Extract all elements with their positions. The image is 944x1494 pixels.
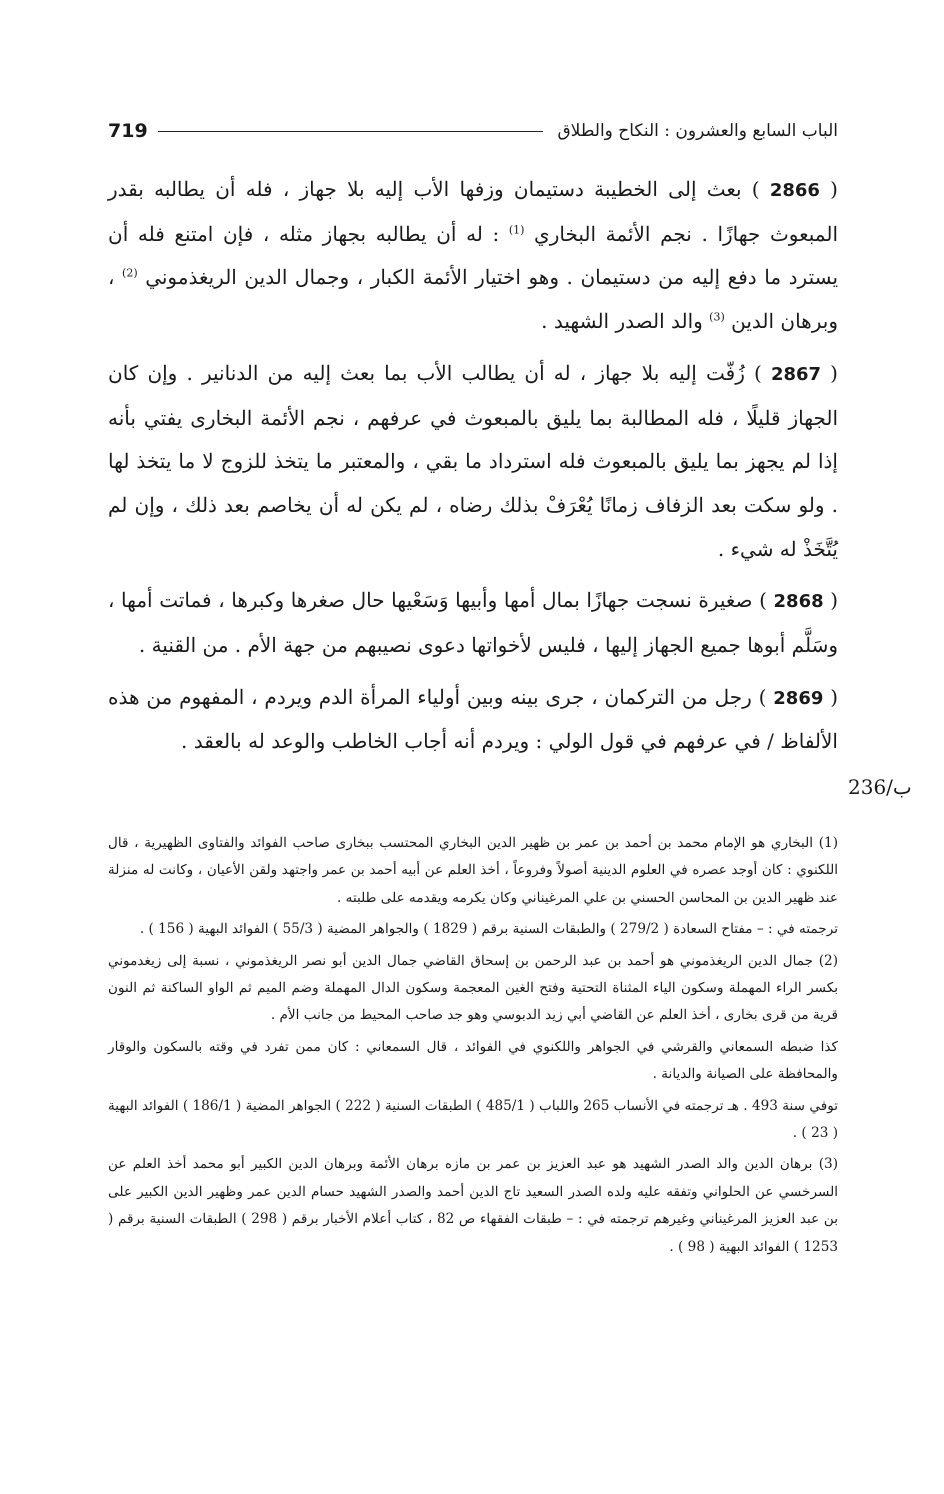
- entry-text: ) زُفّت إليه بلا جهاز ، له أن يطالب الأب بما بعث إليه من الدنانير . وإن كان الجهاز قليلًا ، فله المطالبة بما يليق بالمبعوث في عرفهم ، نجم الأئمة البخارى يفتي بأنه إذا لم يجهز بما يليق بالمبعوث فله استرداد ما بقي ، والمعتبر ما يتخذ للزوج لا ما يتخذ لها . ولو سكت بعد الزفاف زمانًا يُعْرَفْ بذلك رضاه ، لم يكن له أن يخاصم بعد ذلك ، وإن لم يُتَّخَذْ له شيء .: [108, 360, 838, 561]
- footnote: (1) البخاري هو الإمام محمد بن أحمد بن عمر بن ظهير الدين البخاري المحتسب ببخارى صاحب الفوائد والفتاوى الظهيرية ، قال اللكنوي : كان أوجد عصره في العلوم الدينية أصولاً وفروعاً ، أخذ العلم عن أبيه أحمد بن عمر واجتهد ولقن الأعيان ، وكانت له منزلة عند ظهير الدين بن المحاسن الحسني بن علي المرغيناني وكان يكرمه ويقدمه على طلبته .: [108, 835, 838, 906]
- entry-text: ) صغيرة نسجت جهازًا بمال أمها وأبيها وَسَعْيها حال صغرها وكبرها ، فماتت أمها ، وسَلَّم أبوها جميع الجهاز إليها ، فليس لأخواتها دعوى نصيبهم من جهة الأم . من القنية .: [108, 588, 838, 658]
- page-number: 719: [108, 120, 148, 142]
- entry-text: ، وبرهان الدين: [108, 265, 838, 334]
- entry-number: 2867: [770, 363, 822, 385]
- footnote: (2) جمال الدين الريغذموني هو أحمد بن عبد الرحمن بن إسحاق القاضي جمال الدين أبو نصر الريغذموني ، نسبة إلى زيغدموني بكسر الراء المهملة وسكون الياء المثناة التحتية وفتح الغين المعجمة وسكون الدال المهملة وضم الميم ثم الواو الساكنة ثم النون قرية من قرى بخارى ، أخذ العلم عن القاضي أبي زيد الدبوسي وهو جد صاحب المحيط من جانب الأم .: [108, 952, 838, 1024]
- footnote: ترجمته في : – مفتاح السعادة ( 279/2 ) والطبقات السنية برقم ( 1829 ) والجواهر المضية ( 55/3 ) الفوائد البهية ( 156 ) .: [139, 921, 838, 938]
- entry-text: : له أن يطالبه بجهاز مثله ، فإن امتنع فله أن يسترد ما دفع إليه من دستيمان . وهو اختيار الأئمة الكبار ، وجمال الدين الريغذموني: [108, 221, 839, 290]
- footnote-ref: (2): [122, 266, 138, 280]
- running-title: الباب السابع والعشرون : النكاح والطلاق: [557, 121, 838, 141]
- footnote: كذا ضبطه السمعاني والقرشي في الجواهر واللكنوي في الفوائد ، قال السمعاني : كان ممن تفرد في وقته بالسكون والوقار والمحافظة على الصيانة والديانة .: [108, 1038, 838, 1083]
- entry-number: 2868: [773, 591, 824, 613]
- header-rule: [158, 131, 544, 132]
- footnote-ref: (3): [709, 310, 725, 324]
- entry-2869: ( 2869 ) رجل من التركمان ، جرى بينه وبين أولياء المرأة الدم ويردم ، المفهوم من هذه الألفاظ / في عرفهم في قول الولي : ويردم أنه أجاب الخاطب والوعد له بالعقد .: [108, 684, 839, 754]
- entry-number: 2866: [769, 180, 820, 201]
- manuscript-folio-note: 236/ب: [848, 775, 912, 799]
- footnote: (3) برهان الدين والد الصدر الشهيد هو عبد العزيز بن عمر بن مازه برهان الأئمة وبرهان الدين الكبير أبو محمد أخذ العلم عن السرخسي عن الحلواني وتفقه عليه ولده الصدر السعيد تاج الدين أحمد والصدر الشهيد حسام الدين عمر وظهير الدين الكبير على بن عبد العزيز المرغيناني وغيرهم ترجمته في : – طبقات الفقهاء ص 82 ، كتاب أعلام الأخبار برقم ( 298 ) الطبقات السنية برقم ( 1253 ) الفوائد البهية ( 98 ) .: [108, 1156, 838, 1255]
- entry-2867: ( 2867 ) زُفّت إليه بلا جهاز ، له أن يطالب الأب بما بعث إليه من الدنانير . وإن كان الجهاز قليلًا ، فله المطالبة بما يليق بالمبعوث في عرفهم ، نجم الأئمة البخارى يفتي بأنه إذا لم يجهز بما يليق بالمبعوث فله استرداد ما بقي ، والمعتبر ما يتخذ للزوج لا ما يتخذ لها . ولو سكت بعد الزفاف زمانًا يُعْرَفْ بذلك رضاه ، لم يكن له أن يخاصم بعد ذلك ، وإن لم يُتَّخَذْ له شيء .: [108, 360, 838, 561]
- footnote: توفي سنة 493 . هـ ترجمته في الأنساب 265 واللباب ( 485/1 ) الطبقات السنية ( 222 ) الجواهر المضية ( 186/1 ) الفوائد البهية ( 23 ) .: [108, 1097, 839, 1142]
- footnotes: [108, 830, 838, 1265]
- footnote-ref: (1): [508, 223, 525, 237]
- entry-2868: ( 2868 ) صغيرة نسجت جهازًا بمال أمها وأبيها وَسَعْيها حال صغرها وكبرها ، فماتت أمها ، وسَلَّم أبوها جميع الجهاز إليها ، فليس لأخواتها دعوى نصيبهم من جهة الأم . من القنية .: [108, 588, 839, 658]
- entry-text: ) رجل من التركمان ، جرى بينه وبين أولياء المرأة الدم ويردم ، المفهوم من هذه الألفاظ / في عرفهم في قول الولي : ويردم أنه أجاب الخاطب والوعد له بالعقد .: [108, 684, 838, 754]
- entry-2866: ( 2866 ) بعث إلى الخطيبة دستيمان وزفها الأب إليه بلا جهاز ، فله أن يطالبه بقدر المبعوث جهازًا . نجم الأئمة البخاري $^{(1)}$ : له أن يطالبه بجهاز مثله ، فإن امتنع فله أن يسترد ما دفع إليه من دستيمان . وهو اختيار الأئمة الكبار ، وجمال الدين الريغذموني $^{(2)}$ ، وبرهان الدين $^{(3)}$ والد الصدر الشهيد .: [108, 177, 839, 334]
- page-header: [108, 116, 838, 146]
- main-text: [108, 168, 838, 772]
- entry-text: والد الصدر الشهيد .: [541, 309, 710, 334]
- entry-text: ) بعث إلى الخطيبة دستيمان وزفها الأب إليه بلا جهاز ، فله أن يطالبه بقدر المبعوث جهازًا . نجم الأئمة البخاري: [108, 177, 838, 246]
- entry-number: 2869: [773, 687, 824, 709]
